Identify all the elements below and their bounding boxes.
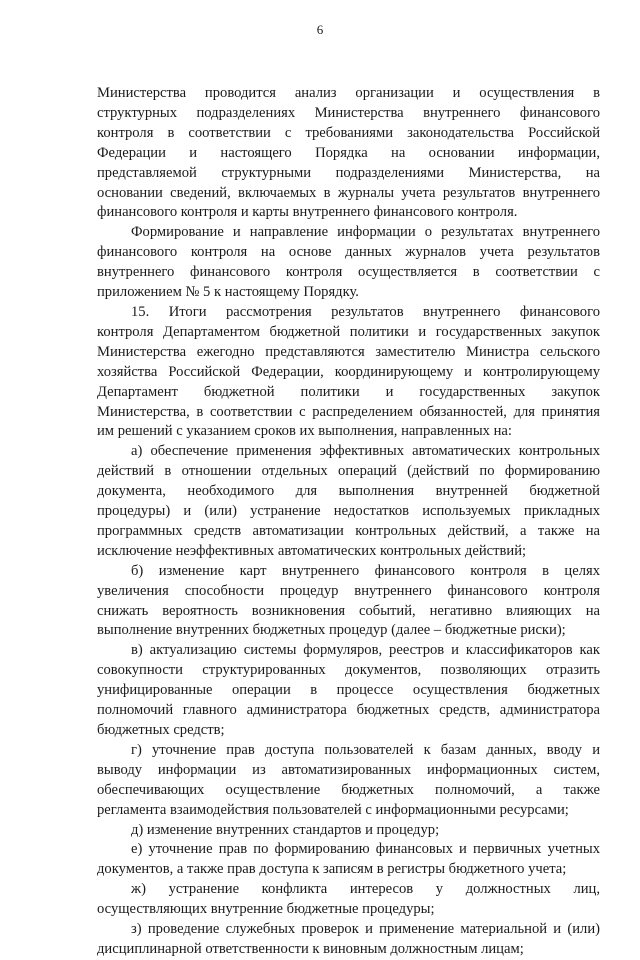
text-line: Формирование и направление информации о результатах внутреннего (131, 224, 600, 241)
text-line: документа, необходимого для выполнения внутренней бюджетной (97, 483, 600, 500)
text-line: совокупности структурированных документов, позволяющих отразить (97, 662, 600, 679)
text-line: основании сведений, включаемых в журналы учета результатов внутреннего (97, 184, 600, 201)
text-line: процедуры) и (или) устранение недостатков используемых прикладных (97, 503, 600, 520)
text-line: программных средств автоматизации контрольных действий, а также на (97, 522, 600, 539)
text-line: снижать вероятность возникновения событий, негативно влияющих на (97, 602, 600, 619)
text-line: хозяйства Российской Федерации, координирующему и контролирующему (97, 363, 600, 380)
text-line: регламента взаимодействия пользователей с информационными ресурсами; (97, 801, 569, 818)
text-line: г) уточнение прав доступа пользователей к базам данных, вводу и (131, 741, 600, 758)
text-line: полномочий главного администратора бюджетных средств, администратора (97, 702, 600, 719)
text-line: внутреннего финансового контроля осуществляется в соответствии с (97, 264, 600, 281)
text-line: исключение неэффективных автоматических контрольных действий; (97, 542, 527, 559)
text-line: б) изменение карт внутреннего финансового контроля в целях (131, 562, 600, 579)
text-line: структурных подразделениях Министерства внутреннего финансового (97, 104, 600, 121)
text-line: выводу информации из автоматизированных информационных систем, (97, 761, 600, 778)
paragraph (97, 303, 600, 442)
text-line: Министерства проводится анализ организации и осуществления в (97, 85, 600, 101)
text-line: выполнение внутренних бюджетных процедур (далее – бюджетные риски); (97, 622, 566, 639)
text-line: осуществляющих внутренние бюджетные процедуры; (97, 901, 435, 918)
text-line: Федерации и настоящего Порядка на основании информации, (97, 144, 600, 161)
paragraph (97, 641, 600, 741)
page-number: 6 (316, 22, 324, 37)
text-line: Министерства, в соответствии с распределением обязанностей, для принятия (97, 403, 600, 420)
paragraph (97, 562, 600, 642)
text-line: финансового контроля на основе данных журналов учета результатов (97, 244, 600, 261)
text-line: д) изменение внутренних стандартов и процедур; (131, 821, 440, 838)
text-line: ж) устранение конфликта интересов у должностных лиц, (131, 881, 600, 898)
paragraph (97, 821, 600, 841)
paragraph (97, 920, 600, 960)
text-line: увеличения способности процедур внутреннего финансового контроля (97, 582, 600, 599)
text-line: Министерства ежегодно представляются заместителю Министра сельского (97, 343, 600, 360)
paragraph (97, 84, 600, 223)
text-line: в) актуализацию системы формуляров, реестров и классификаторов как (131, 642, 600, 659)
text-line: бюджетных средств; (97, 722, 225, 738)
text-line: контроля в соответствии с требованиями законодательства Российской (97, 124, 600, 141)
text-line: з) проведение служебных проверок и применение материальной и (или) (131, 921, 600, 938)
paragraph (97, 442, 600, 561)
document-body (97, 84, 600, 960)
paragraph (97, 223, 600, 303)
text-line: документов, а также прав доступа к записям в регистры бюджетного учета; (97, 861, 567, 878)
text-line: Департамент бюджетной политики и государственных закупок (97, 383, 600, 400)
text-line: финансового контроля и карты внутреннего финансового контроля. (97, 204, 518, 221)
text-line: а) обеспечение применения эффективных автоматических контрольных (131, 443, 600, 460)
text-line: дисциплинарной ответственности к виновным должностным лицам; (97, 940, 524, 957)
text-line: 15. Итоги рассмотрения результатов внутреннего финансового (131, 303, 600, 320)
text-line: контроля Департаментом бюджетной политики и государственных закупок (97, 323, 600, 340)
text-line: унифицированные операции в процессе осуществления бюджетных (97, 682, 600, 699)
text-line: е) уточнение прав по формированию финансовых и первичных учетных (131, 841, 600, 858)
paragraph (97, 840, 600, 880)
text-line: приложением № 5 к настоящему Порядку. (97, 284, 359, 301)
paragraph (97, 741, 600, 821)
text-line: обеспечивающих осуществление бюджетных полномочий, а также (97, 781, 600, 798)
text-line: представляемой структурными подразделениями Министерства, на (97, 164, 600, 181)
paragraph (97, 880, 600, 920)
text-line: им решений с указанием сроков их выполнения, направленных на: (97, 423, 512, 440)
text-line: действий в отношении отдельных операций (действий по формированию (97, 463, 600, 480)
